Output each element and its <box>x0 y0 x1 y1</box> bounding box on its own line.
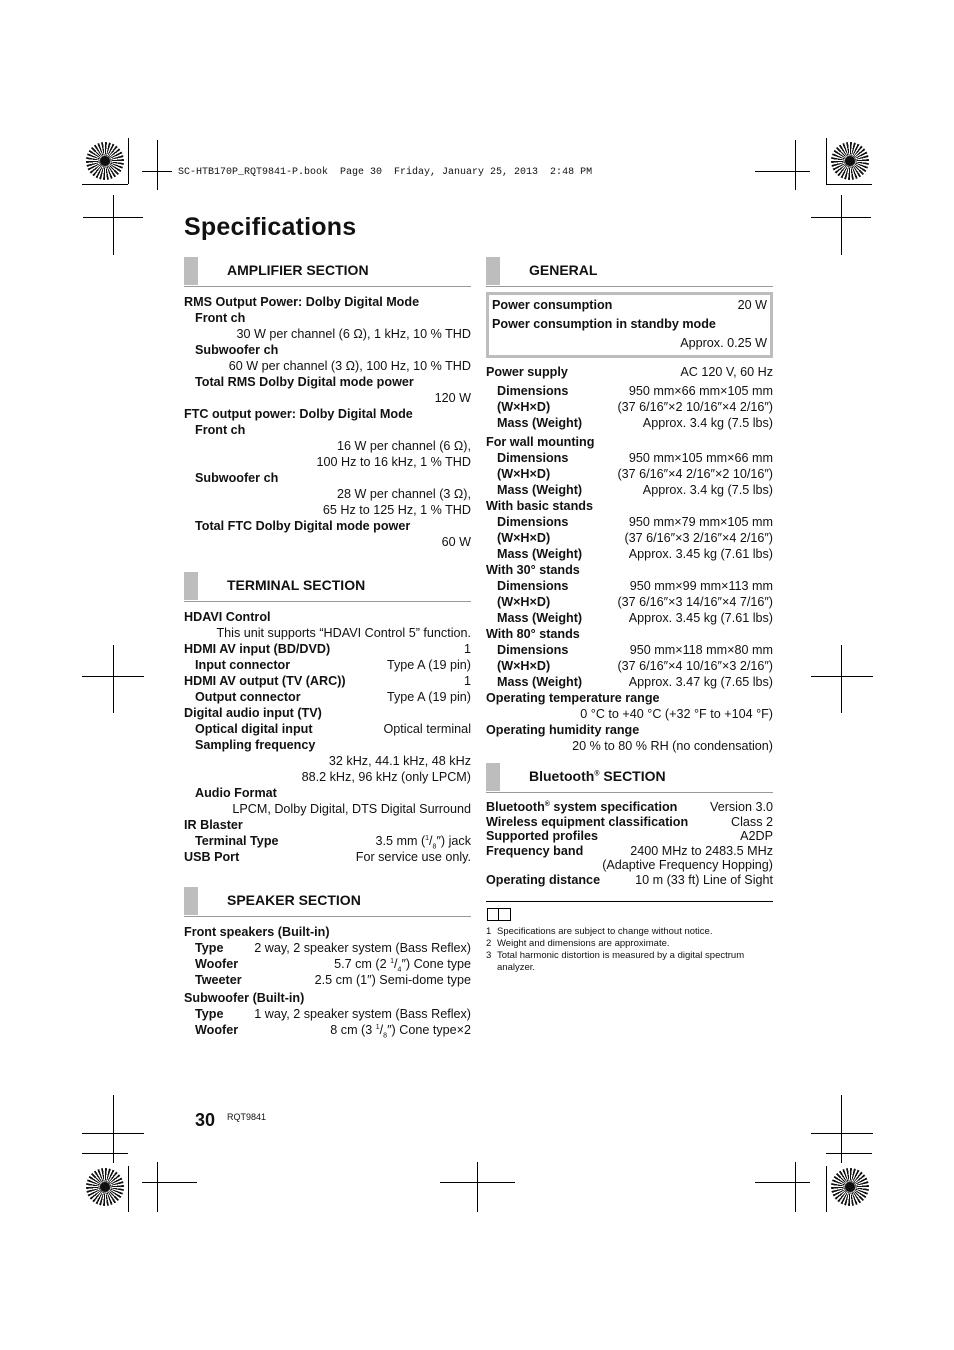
spec-label: (W×H×D) <box>497 531 551 545</box>
spec-value: Approx. 3.47 kg (7.65 lbs) <box>628 675 773 689</box>
spec-label: Front ch <box>195 423 246 437</box>
spec-value: AC 120 V, 60 Hz <box>680 365 773 379</box>
spec-value: 120 W <box>434 391 471 405</box>
spec-label: Front speakers (Built-in) <box>184 925 330 939</box>
speaker-section-header <box>184 884 471 917</box>
section-bar <box>184 572 198 600</box>
spec-value: Approx. 3.45 kg (7.61 lbs) <box>628 611 773 625</box>
spec-value: For service use only. <box>355 850 471 864</box>
left-column <box>184 254 471 1038</box>
registration-circle-bottom-right <box>831 1168 869 1206</box>
registration-circle-top-right <box>831 142 869 180</box>
crop-line <box>826 1153 872 1154</box>
document-id: RQT9841 <box>227 1112 267 1122</box>
spec-value: 950 mm×105 mm×66 mm <box>628 451 773 465</box>
spec-label: Operating humidity range <box>486 723 640 737</box>
spec-label: Terminal Type <box>195 834 279 848</box>
spec-label: Input connector <box>195 658 291 672</box>
spec-value: 950 mm×79 mm×105 mm <box>628 515 773 529</box>
spec-value: Type A (19 pin) <box>386 658 471 672</box>
spec-value: 16 W per channel (6 Ω), <box>336 439 471 453</box>
spec-value: (37 6/16″×2 10/16″×4 2/16″) <box>617 400 773 414</box>
spec-label: Mass (Weight) <box>497 416 583 430</box>
crosshair-mark <box>795 1162 796 1212</box>
spec-value: Class 2 <box>731 814 773 829</box>
spec-label: USB Port <box>184 850 240 864</box>
spec-label: (W×H×D) <box>497 595 551 609</box>
crosshair-mark <box>755 1182 810 1183</box>
registration-circle-top-left <box>86 142 124 180</box>
spec-label: Dimensions <box>497 579 569 593</box>
crop-line <box>82 184 128 185</box>
crosshair-mark <box>82 1133 144 1134</box>
spec-value: 100 Hz to 16 kHz, 1 % THD <box>316 455 471 469</box>
spec-value: 1 <box>463 674 471 688</box>
spec-value: 1 way, 2 speaker system (Bass Reflex) <box>254 1007 471 1021</box>
spec-label: Operating distance <box>486 872 601 887</box>
footnote-item: 3 Total harmonic distortion is measured by a digital spectrum analyzer. <box>486 950 745 973</box>
crosshair-mark <box>811 676 873 677</box>
spec-label: Woofer <box>195 1023 239 1037</box>
spec-label: RMS Output Power: Dolby Digital Mode <box>184 295 420 309</box>
footnotes <box>486 901 773 974</box>
spec-value: 2 way, 2 speaker system (Bass Reflex) <box>254 941 471 955</box>
spec-label: Mass (Weight) <box>497 675 583 689</box>
spec-label: Type <box>195 941 224 955</box>
spec-label: Digital audio input (TV) <box>184 706 322 720</box>
crosshair-mark <box>755 171 810 172</box>
spec-label: (W×H×D) <box>497 659 551 673</box>
spec-label: FTC output power: Dolby Digital Mode <box>184 407 413 421</box>
page-title: Specifications <box>184 213 357 241</box>
crosshair-mark <box>82 676 144 677</box>
crop-line <box>826 138 827 184</box>
section-bar <box>184 257 198 285</box>
spec-label: Type <box>195 1007 224 1021</box>
spec-value: (37 6/16″×3 14/16″×4 7/16″) <box>617 595 773 609</box>
spec-label: With 80° stands <box>486 627 580 641</box>
spec-label: Power consumption in standby mode <box>492 317 716 331</box>
spec-value: (Adaptive Frequency Hopping) <box>602 858 773 872</box>
spec-value: 0 °C to +40 °C (+32 °F to +104 °F) <box>580 707 773 721</box>
spec-label: For wall mounting <box>486 435 595 449</box>
spec-label: Mass (Weight) <box>497 547 583 561</box>
book-header-line: SC-HTB170P_RQT9841-P.book Page 30 Friday, January 25, 2013 2:48 PM <box>178 167 593 178</box>
crosshair-mark <box>113 645 114 713</box>
spec-value: Version 3.0 <box>709 800 773 814</box>
right-column <box>486 254 773 974</box>
section-bar <box>184 887 198 915</box>
section-title: AMPLIFIER SECTION <box>227 262 369 278</box>
spec-label: HDAVI Control <box>184 610 271 624</box>
spec-value: A2DP <box>740 829 773 843</box>
crosshair-mark <box>142 171 172 172</box>
spec-value: Type A (19 pin) <box>386 690 471 704</box>
spec-label: HDMI AV output (TV (ARC)) <box>184 674 346 688</box>
crosshair-mark <box>440 1182 515 1183</box>
spec-label: Bluetooth® system specification <box>486 800 678 814</box>
spec-value: 32 kHz, 44.1 kHz, 48 kHz <box>328 754 471 768</box>
footnote-item: 1 Specifications are subject to change without notice. <box>486 926 713 937</box>
section-title: Bluetooth® SECTION <box>529 768 666 784</box>
crop-line <box>128 138 129 184</box>
spec-value: LPCM, Dolby Digital, DTS Digital Surround <box>232 802 471 816</box>
spec-label: Subwoofer ch <box>195 343 279 357</box>
spec-label: Dimensions <box>497 451 569 465</box>
spec-label: HDMI AV input (BD/DVD) <box>184 642 331 656</box>
spec-label: Dimensions <box>497 384 569 398</box>
spec-label: Sampling frequency <box>195 738 316 752</box>
spec-label: Subwoofer (Built-in) <box>184 991 305 1005</box>
section-title: GENERAL <box>529 262 598 278</box>
spec-label: Wireless equipment classification <box>486 814 689 829</box>
spec-value: 8 cm (3 $^1/_8''$) Cone type×2 <box>330 1023 471 1040</box>
crosshair-mark <box>811 1133 873 1134</box>
spec-label: Front ch <box>195 311 246 325</box>
general-section-header <box>486 254 773 287</box>
spec-value: (37 6/16″×3 2/16″×4 2/16″) <box>624 531 773 545</box>
spec-label: Dimensions <box>497 515 569 529</box>
spec-label: (W×H×D) <box>497 467 551 481</box>
spec-label: Output connector <box>195 690 301 704</box>
crosshair-mark <box>841 645 842 713</box>
spec-value: 10 m (33 ft) Line of Sight <box>635 872 773 887</box>
spec-value: 950 mm×118 mm×80 mm <box>629 643 773 657</box>
crosshair-mark <box>113 195 114 255</box>
crosshair-mark <box>113 1095 114 1163</box>
spec-value: Approx. 0.25 W <box>680 336 767 350</box>
book-icon <box>487 908 511 921</box>
spec-label: Subwoofer ch <box>195 471 279 485</box>
spec-value: 28 W per channel (3 Ω), <box>336 487 471 501</box>
spec-label: Power consumption <box>492 298 613 312</box>
crosshair-mark <box>841 195 842 255</box>
section-title: TERMINAL SECTION <box>227 577 366 593</box>
spec-value: (37 6/16″×4 10/16″×3 2/16″) <box>617 659 773 673</box>
spec-value: (37 6/16″×4 2/16″×2 10/16″) <box>617 467 773 481</box>
spec-value: 20 % to 80 % RH (no condensation) <box>572 739 773 753</box>
crop-line <box>82 1153 128 1154</box>
spec-value: Approx. 3.45 kg (7.61 lbs) <box>628 547 773 561</box>
spec-label: Operating temperature range <box>486 691 660 705</box>
spec-value: 3.5 mm $(^1/_8'')$ jack <box>375 834 471 851</box>
crosshair-mark <box>795 140 796 190</box>
crop-line <box>128 1166 129 1212</box>
spec-label: Woofer <box>195 957 239 971</box>
spec-label: With basic stands <box>486 499 593 513</box>
section-bar <box>486 257 500 285</box>
spec-value: 30 W per channel (6 Ω), 1 kHz, 10 % THD <box>236 327 471 341</box>
spec-value: 65 Hz to 125 Hz, 1 % THD <box>322 503 471 517</box>
spec-value: 1 <box>463 642 471 656</box>
crosshair-mark <box>157 140 158 190</box>
spec-label: Tweeter <box>195 973 242 987</box>
spec-value: 2400 MHz to 2483.5 MHz <box>630 843 773 858</box>
spec-label: Dimensions <box>497 643 569 657</box>
spec-label: Mass (Weight) <box>497 611 583 625</box>
spec-value: 20 W <box>737 298 767 312</box>
spec-value: 5.7 cm (2 $^1/_4''$) Cone type <box>334 957 471 974</box>
spec-label: Total FTC Dolby Digital mode power <box>195 519 411 533</box>
spec-value: 950 mm×66 mm×105 mm <box>628 384 773 398</box>
crosshair-mark <box>157 1162 158 1212</box>
crop-line <box>826 184 872 185</box>
spec-value: Approx. 3.4 kg (7.5 lbs) <box>642 483 773 497</box>
spec-label: IR Blaster <box>184 818 243 832</box>
spec-label: Optical digital input <box>195 722 313 736</box>
spec-label: Frequency band <box>486 843 584 858</box>
spec-value: 950 mm×99 mm×113 mm <box>629 579 773 593</box>
spec-label: With 30° stands <box>486 563 580 577</box>
section-bar <box>486 763 500 791</box>
spec-label: (W×H×D) <box>497 400 551 414</box>
amplifier-section-header <box>184 254 471 287</box>
registration-circle-bottom-left <box>86 1168 124 1206</box>
crosshair-mark <box>142 1182 197 1183</box>
spec-value: Approx. 3.4 kg (7.5 lbs) <box>642 416 773 430</box>
crosshair-mark <box>841 1095 842 1163</box>
spec-label: Audio Format <box>195 786 277 800</box>
spec-value: Optical terminal <box>383 722 471 736</box>
bluetooth-section-header <box>486 760 773 793</box>
spec-value: This unit supports “HDAVI Control 5” function. <box>216 626 471 640</box>
crosshair-mark <box>477 1162 478 1212</box>
terminal-section-header <box>184 569 471 602</box>
spec-label: Total RMS Dolby Digital mode power <box>195 375 414 389</box>
section-title: SPEAKER SECTION <box>227 892 361 908</box>
spec-value: 60 W per channel (3 Ω), 100 Hz, 10 % THD <box>228 359 471 373</box>
spec-label: Mass (Weight) <box>497 483 583 497</box>
spec-label: Power supply <box>486 365 568 379</box>
spec-value: 88.2 kHz, 96 kHz (only LPCM) <box>301 770 471 784</box>
spec-value: 60 W <box>441 535 471 549</box>
spec-label: Supported profiles <box>486 829 598 843</box>
spec-value: 2.5 cm (1″) Semi-dome type <box>314 973 471 987</box>
crop-line <box>826 1166 827 1212</box>
crosshair-mark <box>83 217 143 218</box>
page-number: 30 <box>195 1110 216 1130</box>
power-consumption-box <box>486 292 773 358</box>
crosshair-mark <box>811 217 871 218</box>
footnote-item: 2 Weight and dimensions are approximate. <box>486 938 670 949</box>
